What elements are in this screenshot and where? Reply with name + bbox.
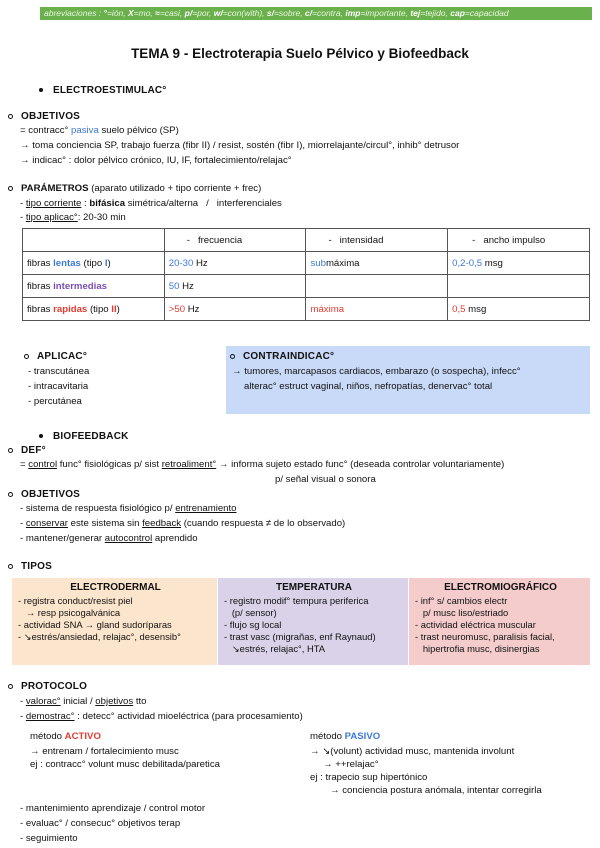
- tipo-temperatura-card: [218, 578, 408, 665]
- page-title: TEMA 9 - Electroterapia Suelo Pélvico y Biofeedback: [131, 46, 469, 61]
- tipo-electrodermal-card: [12, 578, 217, 665]
- aplicacion-heading: APLICAC°: [24, 351, 87, 362]
- frequency-cell: >50 Hz: [164, 298, 306, 321]
- objetivos-line-2: → toma conciencia SP, trabajo fuerza (fibr II) / resist, sostén (fibr I), miorrelajante/circul°, inhib° detrusor: [20, 140, 460, 151]
- abbreviation-key: p/: [184, 8, 193, 18]
- aplicacion-item: - intracavitaria: [28, 381, 89, 392]
- tipo-line: - registra conduct/resist piel: [18, 595, 133, 606]
- metodo-pasivo-line-2: → ++relajac°: [323, 759, 379, 770]
- parametros-line-1: - tipo corriente : bifásica simétrica/alterna / interferenciales: [20, 198, 282, 209]
- tipo-line: - trast vasc (migrañas, enf Raynaud): [224, 631, 376, 642]
- fiber-parameters-table: [22, 228, 590, 321]
- abbreviation-value: =capacidad: [464, 8, 509, 18]
- abbreviation-value: =importante,: [360, 8, 411, 18]
- abbreviation-key: ≈: [155, 8, 160, 18]
- aplicacion-item: - percutánea: [28, 396, 82, 407]
- abbreviation-key: c/: [304, 8, 313, 18]
- table-row: [23, 275, 590, 298]
- tipo-title: TEMPERATURA: [276, 582, 352, 593]
- table-header-cell: - frecuencia: [164, 229, 306, 252]
- biofeedback-objetivos-heading: OBJETIVOS: [8, 489, 80, 500]
- objetivos-line-1: = contracc° pasiva suelo pélvico (SP): [20, 125, 179, 136]
- pulse-width-cell: 0,2-0,5 msg: [448, 252, 590, 275]
- metodo-activo-label: método ACTIVO: [30, 731, 101, 742]
- bullet-icon: [39, 434, 43, 438]
- section-biofeedback-heading: BIOFEEDBACK: [39, 431, 129, 442]
- biofeedback-objetivos-line-2: - conservar este sistema sin feedback (cuando respuesta ≠ de lo observado): [20, 518, 346, 529]
- definicion-line-1: = control func° fisiológicas p/ sist retroaliment° → informa sujeto estado func° (deseada controlar voluntariamente): [20, 459, 505, 470]
- abbreviations-lead: abreviaciones :: [44, 8, 104, 18]
- abbreviation-key: cap: [450, 8, 465, 18]
- abbreviation-value: =ión,: [106, 8, 128, 18]
- table-header-row: [23, 229, 590, 252]
- tipo-line: → resp psicogalvánica: [18, 607, 121, 618]
- abbreviation-value: =con(with),: [222, 8, 267, 18]
- abbreviation-key: tej: [410, 8, 421, 18]
- pulse-width-cell: [448, 275, 590, 298]
- frequency-cell: 20-30 Hz: [164, 252, 306, 275]
- abbreviation-value: =tejido,: [420, 8, 451, 18]
- biofeedback-objetivos-line-1: - sistema de respuesta fisiológico p/ entrenamiento: [20, 503, 237, 514]
- circle-bullet-icon: [24, 354, 29, 359]
- metodo-pasivo-line-3: ej : trapecio sup hipertónico: [310, 772, 428, 783]
- biofeedback-objetivos-line-3: - mantener/generar autocontrol aprendido: [20, 533, 198, 544]
- tipo-title: ELECTRODERMAL: [70, 582, 161, 593]
- section-electroestimulacion-heading: ELECTROESTIMULAC°: [39, 85, 167, 96]
- protocolo-line-1: - valorac° inicial / objetivos tto: [20, 696, 147, 707]
- table-row: [23, 252, 590, 275]
- definicion-line-2: p/ señal visual o sonora: [275, 474, 376, 485]
- protocolo-tail-item: - seguimiento: [20, 833, 78, 844]
- protocolo-line-2: - demostrac° : detecc° actividad mioeléctrica (para procesamiento): [20, 711, 303, 722]
- tipo-line: p/ musc liso/estriado: [415, 607, 509, 618]
- metodo-pasivo-line-4: → conciencia postura anómala, intentar corregirla: [330, 785, 542, 796]
- fiber-type-cell: fibras rapidas (tipo II): [23, 298, 165, 321]
- abbreviation-key: X: [127, 8, 134, 18]
- tipo-line: - actividad eléctrica muscular: [415, 619, 536, 630]
- circle-bullet-icon: [8, 114, 13, 119]
- parametros-line-2: - tipo aplicac°: 20-30 min: [20, 212, 126, 223]
- objetivos-heading: OBJETIVOS: [8, 111, 80, 122]
- tipo-line: - inf° s/ cambios electr: [415, 595, 508, 606]
- metodo-activo-line-2: ej : contracc° volunt musc debilitada/paretica: [30, 759, 220, 770]
- parametros-heading: PARÁMETROS (aparato utilizado + tipo corriente + frec): [8, 183, 261, 195]
- contraindicaciones-heading: CONTRAINDICAC°: [230, 351, 334, 362]
- tipo-line: hipertrofia musc, disinergias: [415, 643, 540, 654]
- tipo-line: - ↘estrés/ansiedad, relajac°, desensib°: [18, 631, 181, 642]
- table-header-cell: - ancho impulso: [448, 229, 590, 252]
- tipo-line: (p/ sensor): [224, 607, 277, 618]
- abbreviation-key: imp: [345, 8, 361, 18]
- intensity-cell: máxima: [306, 298, 448, 321]
- metodo-pasivo-label: método PASIVO: [310, 731, 381, 742]
- table-header-cell: [23, 229, 165, 252]
- circle-bullet-icon: [8, 448, 13, 453]
- circle-bullet-icon: [230, 354, 235, 359]
- tipo-line: - actividad SNA → gland sudoríparas: [18, 619, 172, 630]
- circle-bullet-icon: [8, 492, 13, 497]
- circle-bullet-icon: [8, 564, 13, 569]
- abbreviation-key: s/: [266, 8, 274, 18]
- abbreviation-value: =sobre,: [273, 8, 305, 18]
- intensity-cell: submáxima: [306, 252, 448, 275]
- protocolo-heading: PROTOCOLO: [8, 681, 87, 692]
- fiber-type-cell: fibras lentas (tipo I): [23, 252, 165, 275]
- tipo-line: - flujo sg local: [224, 619, 282, 630]
- intensity-cell: [306, 275, 448, 298]
- tipo-line: ↘estrés, relajac°, HTA: [224, 643, 326, 654]
- definicion-heading: DEF°: [8, 445, 46, 456]
- abbreviation-value: =mo,: [133, 8, 156, 18]
- tipo-line: - trast neuromusc, paralisis facial,: [415, 631, 555, 642]
- abbreviations-list: [104, 8, 509, 18]
- abbreviation-key: w/: [213, 8, 223, 18]
- protocolo-tail-item: - mantenimiento aprendizaje / control motor: [20, 803, 206, 814]
- bullet-icon: [39, 88, 43, 92]
- contraindicaciones-line-1: → tumores, marcapasos cardiacos, embarazo (o sospecha), infecc°: [232, 366, 521, 377]
- pulse-width-cell: 0,5 msg: [448, 298, 590, 321]
- circle-bullet-icon: [8, 684, 13, 689]
- abbreviation-key: °: [103, 8, 107, 18]
- abbreviations-bar: [40, 7, 592, 20]
- abbreviation-value: =casi,: [159, 8, 185, 18]
- tipo-line: - registro modif° tempura periferica: [224, 595, 369, 606]
- abbreviation-value: =contra,: [312, 8, 346, 18]
- frequency-cell: 50 Hz: [164, 275, 306, 298]
- tipo-title: ELECTROMIOGRÁFICO: [444, 582, 557, 593]
- metodo-pasivo-line-1: → ↘(volunt) actividad musc, mantenida involunt: [310, 746, 515, 757]
- tipo-electromiografico-card: [409, 578, 590, 665]
- abbreviation-value: =por,: [192, 8, 214, 18]
- tipos-heading: TIPOS: [8, 561, 52, 572]
- table-header-cell: - intensidad: [306, 229, 448, 252]
- protocolo-tail-item: - evaluac° / consecuc° objetivos terap: [20, 818, 181, 829]
- metodo-activo-line-1: → entrenam / fortalecimiento musc: [30, 746, 179, 757]
- circle-bullet-icon: [8, 186, 13, 191]
- table-row: [23, 298, 590, 321]
- contraindicaciones-line-2: alterac° estruct vaginal, niños, nefropatías, denervac° total: [244, 381, 493, 392]
- contraindicaciones-box: [226, 346, 590, 414]
- objetivos-line-3: → indicac° : dolor pélvico crónico, IU, IF, fortalecimiento/relajac°: [20, 155, 292, 166]
- aplicacion-item: - transcutánea: [28, 366, 90, 377]
- fiber-type-cell: fibras intermedias: [23, 275, 165, 298]
